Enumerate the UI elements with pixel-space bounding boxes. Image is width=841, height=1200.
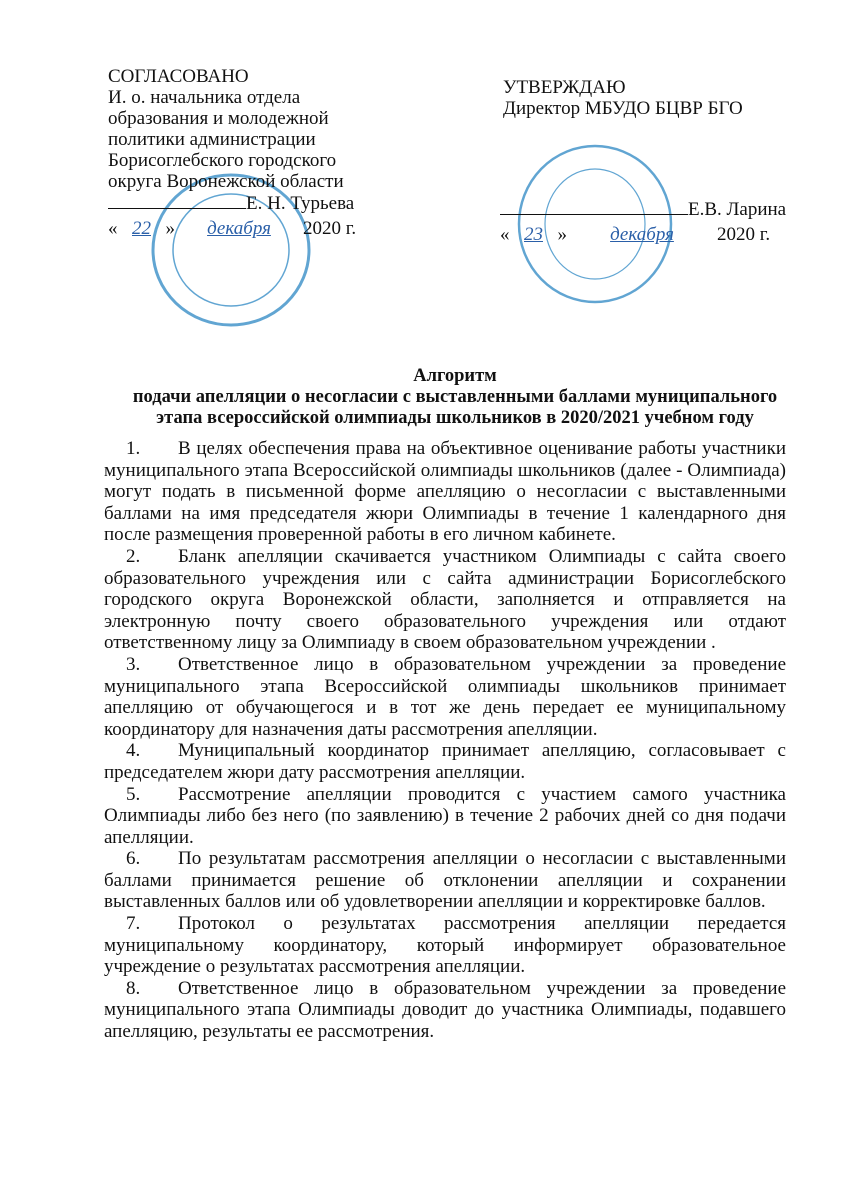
item-text: Протокол о результатах рассмотрения апелляции передается муниципальному координатору, который информирует образовательное учреждение о результатах рассмотрения апелляции. [104,913,786,978]
approval-line: образования и молодежной [108,108,329,129]
date-line-right [500,224,770,245]
title-line: этапа всероссийской олимпиады школьников в 2020/2021 учебном году [156,408,754,428]
title-line: Алгоритм [413,366,497,386]
approval-line: политики администрации [108,129,316,150]
list-item [104,654,786,740]
list-item [104,740,786,783]
date-year: 2020 г. [717,224,771,245]
item-number: 4. [126,740,141,762]
item-number: 8. [126,977,141,999]
date-month: декабря [207,218,271,239]
signer-name: Е. Н. Турьева [246,193,355,214]
date-day: 22 [132,218,151,239]
title-line: подачи апелляции о несогласии с выставленными баллами муниципального [132,387,778,407]
approval-block-right [503,77,803,119]
list-item [104,438,786,546]
item-text: В целях обеспечения права на объективное оценивание работы участники муниципального этапа Всероссийской олимпиады школьников (далее - Олимпиада) могут подать в письменной форме апелляцию о несогласии с выставленными баллами на имя председателя жюри Олимпиады в течение 1 календарного дня после размещения проверенной работы в его личном кабинете. [104,438,786,546]
item-text: Муниципальный координатор принимает апелляцию, согласовывает с председателем жюри дату рассмотрения апелляции. [104,740,786,783]
date-year: 2020 г. [303,218,357,239]
approval-heading: УТВЕРЖДАЮ [503,77,626,98]
date-line-left [108,218,356,239]
item-text: Ответственное лицо в образовательном учреждении за проведение муниципального этапа Всероссийской олимпиады школьников принимает апелляцию от обучающегося и в тот же день передает ее муниципальному координатору для назначения даты рассмотрения апелляции. [104,653,786,740]
list-item [104,978,786,1043]
list-item [104,913,786,978]
item-text: Рассмотрение апелляции проводится с участием самого участника Олимпиады либо без него (по заявлению) в течение 2 рабочих дней со дня подачи апелляции. [104,783,786,848]
quote-close: » [557,224,567,245]
date-day: 23 [524,224,543,245]
approval-line: округа Воронежской области [108,171,344,192]
item-number: 1. [126,438,141,459]
item-number: 3. [126,653,141,675]
list-item [104,784,786,849]
document-title [90,366,820,429]
quote-open: « [500,224,510,245]
quote-open: « [108,218,118,239]
item-text: Ответственное лицо в образовательном учреждении за проведение муниципального этапа Олимпиады доводит до участника Олимпиады, подавшего апелляцию, результаты ее рассмотрения. [104,977,786,1043]
item-text: Бланк апелляции скачивается участником Олимпиады с сайта своего образовательного учреждения или с сайта администрации Борисоглебского городского округа Воронежской области, заполняется и отправляется на электронную почту своего образовательного учреждения или отдают ответственному лицу за Олимпиаду в своем образовательном учреждении . [104,545,786,654]
approval-position: Директор МБУДО БЦВР БГО [503,98,743,119]
signer-name: Е.В. Ларина [688,199,787,220]
quote-close: » [165,218,175,239]
signature-line-left [108,193,354,214]
item-number: 7. [126,913,141,935]
list-item [104,848,786,913]
date-month: декабря [610,224,674,245]
document-body [104,438,786,1043]
approval-block-left [108,66,388,192]
item-number: 6. [126,848,141,870]
signature-line-right [500,199,786,220]
approval-line: И. о. начальника отдела [108,87,301,108]
item-number: 2. [126,545,141,567]
item-text: По результатам рассмотрения апелляции о несогласии с выставленными баллами принимается решение об отклонении апелляции и сохранении выставленных баллов или об удовлетворении апелляции и корректировке баллов. [104,848,786,913]
approval-line: Борисоглебского городского [108,150,337,171]
approval-heading: СОГЛАСОВАНО [108,66,249,87]
item-number: 5. [126,783,141,805]
list-item [104,546,786,654]
